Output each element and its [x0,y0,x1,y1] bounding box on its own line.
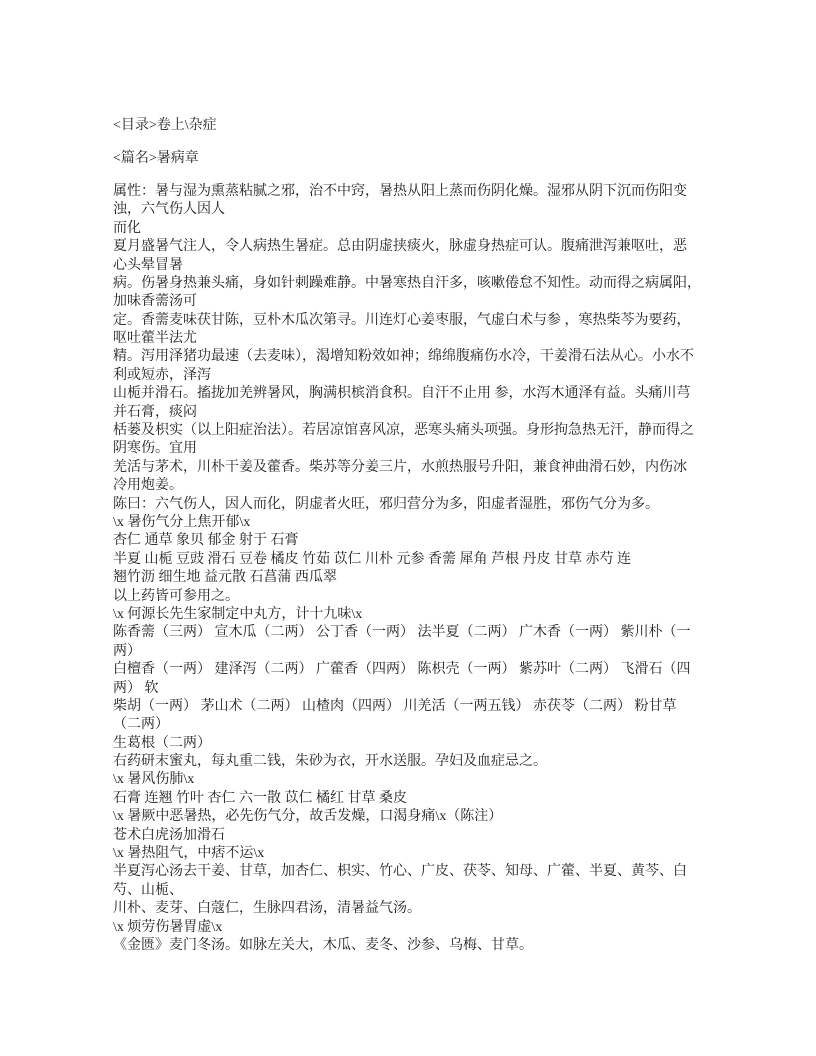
text-line: 石膏 连翘 竹叶 杏仁 六一散 苡仁 橘红 甘草 桑皮 [113,790,407,806]
text-line: \x 暑厥中恶暑热，必先伤气分，故舌发燥，口渴身痛\x（陈注） [113,809,503,825]
text-line: <篇名>暑病章 [113,150,199,166]
text-line: 苍术白虎汤加滑石 [113,827,225,843]
text-line: 翘竹沥 细生地 益元散 石菖蒲 西瓜翠 [113,570,337,586]
text-line: <目录>卷上\杂症 [113,118,217,133]
text-line: 以上药皆可参用之。 [113,588,239,604]
text-line: \x 暑热阻气，中痞不运\x [113,846,265,862]
text-line: 利或短赤，泽泻 [113,367,211,383]
text-line: 两） 软 [113,680,159,696]
text-line: \x 暑风伤肺\x [113,772,195,788]
text-line: 心头晕冒暑 [113,257,183,273]
text-line: 并石膏，痰闷 [113,404,197,420]
document-text-body [113,117,719,955]
text-line: 属性：暑与湿为熏蒸粘腻之邪，治不中窍，暑热从阳上蒸而伤阴化燥。湿邪从阴下沉而伤阳变 [113,183,687,199]
text-line: 生葛根（二两） [113,735,211,751]
text-line: （二两） [113,717,169,733]
text-line: 栝蒌及枳实（以上阳症治法）。若居凉馆喜风凉，恶寒头痛头项强。身形拘急热无汗，静而得之 [113,423,694,439]
text-line: 病。伤暑身热兼头痛，身如针刺躁难静。中暑寒热自汗多，咳嗽倦怠不知性。动而得之病属阳， [113,275,701,291]
text-line: 阴寒伤。宜用 [113,441,197,457]
blank-line [113,135,719,150]
blank-line [113,168,719,183]
text-line: 杏仁 通草 象贝 郁金 射于 石膏 [113,533,299,549]
text-line: 芍、山栀、 [113,882,183,898]
text-line: 半夏泻心汤去干姜、甘草，加杏仁、枳实、竹心、广皮、茯苓、知母、广藿、半夏、黄芩、白 [113,864,687,880]
text-line: 柴胡（一两） 茅山术（二两） 山楂肉（四两） 川羌活（一两五钱） 赤茯苓（二两） 粉甘草 [113,698,677,714]
text-line: 山栀并滑石。搐拢加羌辨暑风，胸满枳槟消食积。自汗不止用 参，水泻木通泽有益。头痛川芎 [113,386,691,402]
text-line: 羌活与茅术，川朴干姜及藿香。柴苏等分姜三片，水煎热服号升阳，兼食神曲滑石妙，内伤冰 [113,459,687,475]
text-line: 浊，六气伤人因人 [113,202,225,218]
text-line: \x 暑伤气分上焦开郁\x [113,515,251,530]
text-line: 呕吐藿半法尤 [113,331,197,347]
text-line: 右药研末蜜丸，每丸重二钱，朱砂为衣，开水送服。孕妇及血症忌之。 [113,754,547,770]
text-line: 陈香薷（三两） 宣木瓜（二两） 公丁香（一两） 法半夏（二两） 广木香（一两） 紫川朴（一 [113,625,691,641]
text-line: 《金匮》麦门冬汤。如脉左关大，木瓜、麦冬、沙参、乌梅、甘草。 [113,937,533,953]
text-line: 定。香薷麦味茯甘陈，豆朴木瓜次第寻。川连灯心姜枣服，气虚白术与参 ，寒热柴芩为要药， [113,312,691,328]
text-line: 白檀香（一两） 建泽泻（二两） 广藿香（四两） 陈枳壳（一两） 紫苏叶（二两） 飞滑石（四 [113,662,691,678]
text-line: \x 何源长先生家制定中丸方，计十九味\x [113,606,363,622]
text-line: 而化 [113,220,141,236]
text-line: 半夏 山栀 豆豉 滑石 豆卷 橘皮 竹茹 苡仁 川朴 元参 香薷 犀角 芦根 丹皮 甘草 赤芍 连 [113,551,631,567]
text-line: 川朴、麦芽、白蔻仁，生脉四君汤，清暑益气汤。 [113,901,421,917]
text-line: 陈曰：六气伤人，因人而化，阴虚者火旺，邪归营分为多，阳虚者湿胜，邪伤气分为多。 [113,496,659,512]
text-line: 精。泻用泽猪功最速（去麦味），渴增知粉效如神；绵绵腹痛伤水冷，干姜滑石法从心。小水不 [113,349,694,365]
text-line: 冷用炮姜。 [113,478,183,494]
text-line: 两） [113,643,141,659]
text-line: 加味香薷汤可 [113,294,197,310]
text-line: 夏月盛暑气注人，令人病热生暑症。总由阴虚挟痰火，脉虚身热症可认。腹痛泄泻兼呕吐，恶 [113,239,687,255]
text-line: \x 烦劳伤暑胃虚\x [113,919,223,935]
